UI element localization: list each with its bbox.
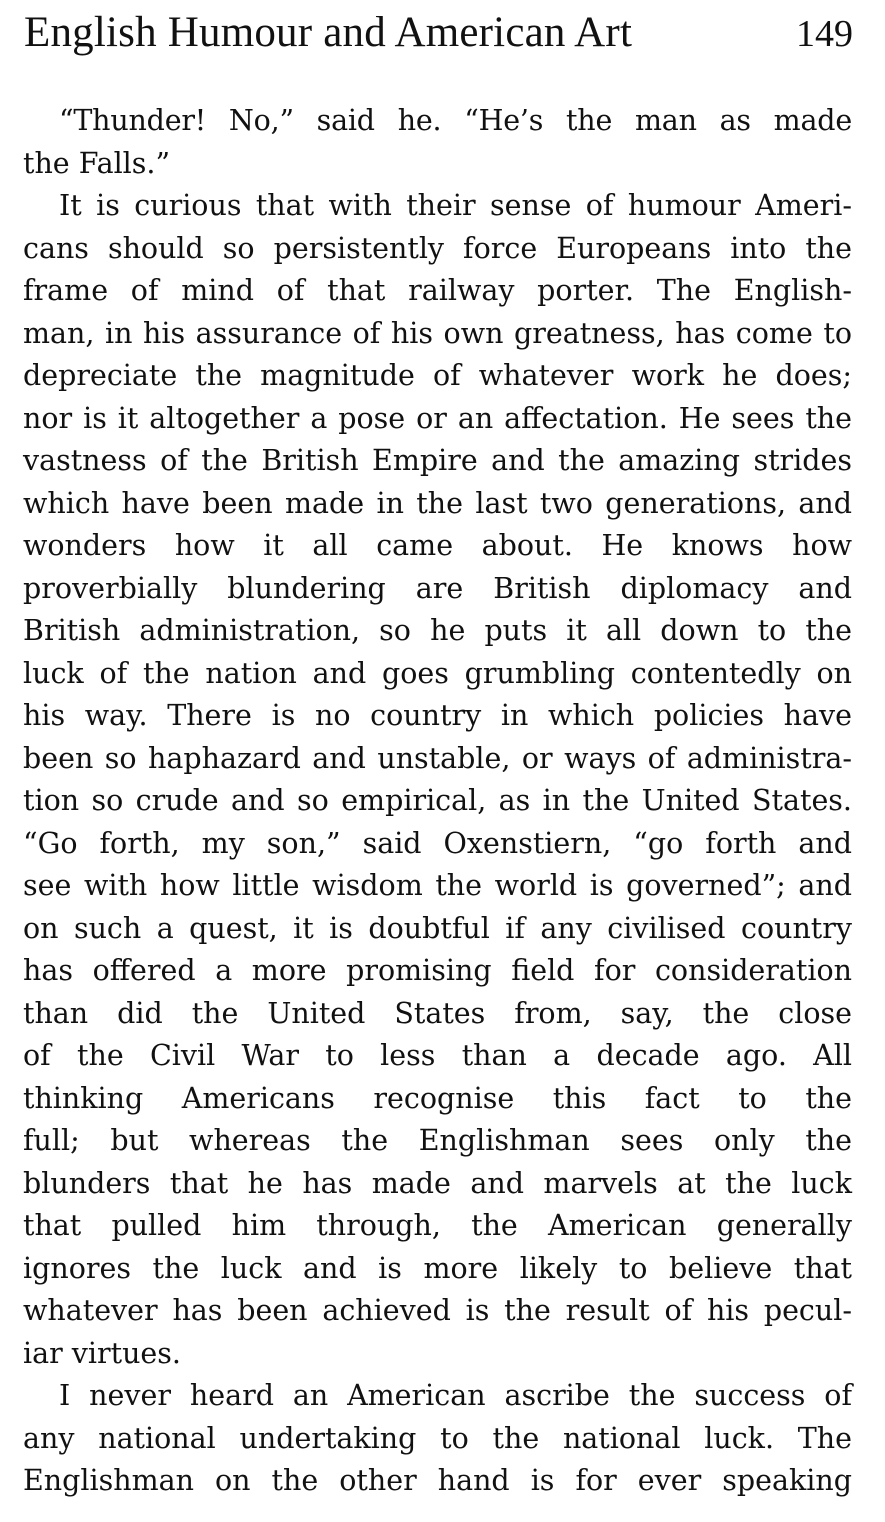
text-line: has offered a more promising field for consideration <box>23 954 852 987</box>
text-line: his way. There is no country in which policies have <box>23 699 852 732</box>
text-line: of the Civil War to less than a decade ago. All <box>23 1039 852 1072</box>
text-line: ignores the luck and is more likely to believe that <box>23 1251 852 1285</box>
text-line: Englishman on the other hand is for ever speaking <box>23 1464 852 1497</box>
text-line: on such a quest, it is doubtful if any civilised country <box>23 911 852 945</box>
text-line: luck of the nation and goes grumbling contentedly on <box>23 656 852 690</box>
text-line: “Thunder! No,” said he. “He’s the man as made <box>59 104 852 137</box>
text-line: than did the United States from, say, the close <box>23 996 852 1030</box>
text-line: frame of mind of that railway porter. The English- <box>23 274 852 307</box>
text-line: which have been made in the last two generations, and <box>23 486 852 520</box>
text-line: full; but whereas the Englishman sees only the <box>23 1124 852 1157</box>
text-line: iar virtues. <box>23 1336 181 1370</box>
text-line: been so haphazard and unstable, or ways of administra- <box>23 741 852 775</box>
text-line: depreciate the magnitude of whatever work he does; <box>23 359 852 392</box>
text-line: tion so crude and so empirical, as in the United States. <box>23 784 852 817</box>
text-line: any national undertaking to the national luck. The <box>23 1421 852 1455</box>
text-line: blunders that he has made and marvels at the luck <box>23 1166 852 1200</box>
text-line: cans should so persistently force Europeans into the <box>23 231 852 265</box>
text-line: wonders how it all came about. He knows how <box>23 529 852 562</box>
text-line: British administration, so he puts it all down to the <box>23 614 852 647</box>
text-line: I never heard an American ascribe the success of <box>59 1379 852 1412</box>
body-text <box>23 100 852 1503</box>
text-line: whatever has been achieved is the result of his pecul- <box>23 1294 852 1327</box>
page-header <box>24 8 853 68</box>
text-line: the Falls.” <box>23 146 171 180</box>
text-line: nor is it altogether a pose or an affectation. He sees the <box>23 401 852 435</box>
running-title: English Humour and American Art <box>24 9 633 56</box>
text-line: see with how little wisdom the world is governed”; and <box>23 869 852 902</box>
page-number: 149 <box>796 13 853 55</box>
text-line: vastness of the British Empire and the amazing strides <box>23 444 852 477</box>
text-line: that pulled him through, the American generally <box>23 1209 852 1242</box>
text-line: thinking Americans recognise this fact to the <box>23 1081 852 1115</box>
text-line: It is curious that with their sense of humour Ameri- <box>59 189 852 222</box>
text-line: “Go forth, my son,” said Oxenstiern, “go forth and <box>23 826 852 860</box>
text-line: man, in his assurance of his own greatness, has come to <box>23 316 852 350</box>
text-line: proverbially blundering are British diplomacy and <box>23 571 852 605</box>
